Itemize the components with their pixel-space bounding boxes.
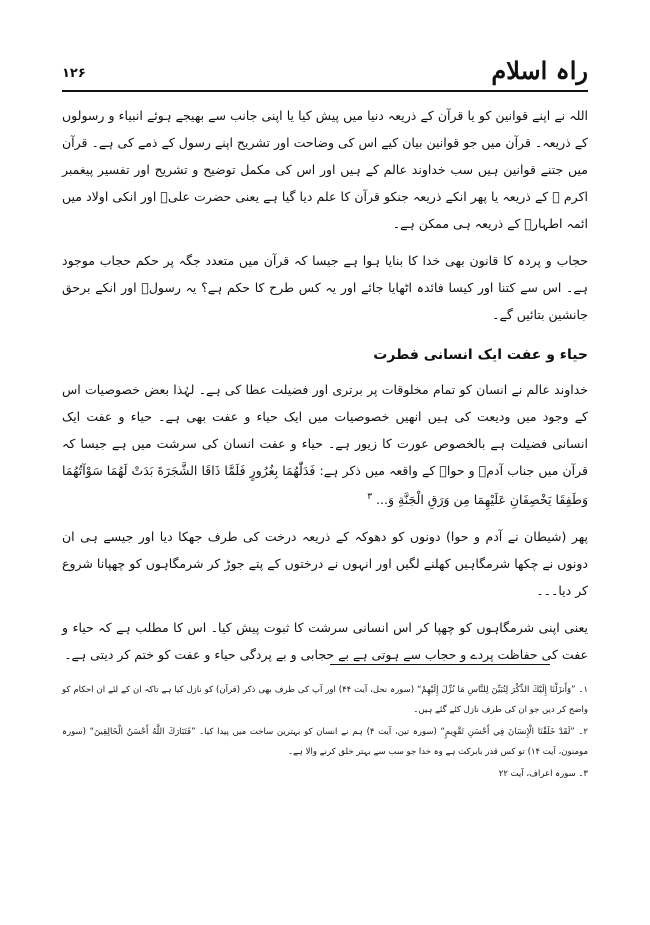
main-text	[62, 102, 588, 678]
paragraph-3-text: خداوند عالم نے انسان کو تمام مخلوقات پر برتری اور فضیلت عطا کی ہے۔ لہٰذا بعض خصوصیات اس کے وجود میں ودیعت کی ہیں انھیں خصوصیات میں ایک حیاء و عفت بھی ہے۔ حیاء و عفت ایک انسانی فضیلت ہے بالخصوص عورت کا زیور ہے۔ حیاء و عفت انسان کی سرشت میں ہے جیسا کہ قرآن میں جناب آدمؑ و حواؑ کے واقعہ میں ذکر ہے: فَدَلّٰهُمَا بِغُرُورٍ فَلَمَّا ذَاقَا الشَّجَرَةَ بَدَتْ لَهُمَا سَوْآتُهُمَا وَطَفِقَا يَخْصِفَانِ عَلَيْهِمَا مِن وَرَقِ الْجَنَّةِ وَ...	[62, 382, 588, 508]
book-title: راہ اسلام	[491, 56, 588, 85]
paragraph-2: حجاب و پردہ کا قانون بھی خدا کا بنایا ہوا ہے جیسا کہ قرآن میں متعدد جگہ پر حکم حجاب موجود ہے۔ اس سے کتنا اور کیسا فائدہ اٹھایا جائے اور یہ کس طرح کا حکم ہے؟ یہ رسولؐ اور انکے برحق جانشین بتائیں گے۔	[62, 253, 588, 322]
footnote-divider	[330, 664, 550, 665]
paragraph-5: یعنی اپنی شرمگاہوں کو چھپا کر اس انسانی سرشت کا ثبوت پیش کیا۔ اس کا مطلب ہے کہ حیاء و عفت کی حفاظت پردے و حجاب سے ہوتی ہے بے حجابی و بے پردگی حیاء و عفت کو ختم کر دیتی ہے۔	[62, 620, 588, 663]
paragraph-4: پھر (شیطان نے آدم و حوا) دونوں کو دھوکہ کے ذریعہ درخت کی طرف جھکا دیا اور جیسے ہی ان دونوں نے چکھا شرمگاہیں کھلنے لگیں اور انہوں نے درختوں کے پتے جوڑ کر شرمگاہوں کو چھپانا شروع کر دیا۔۔۔	[62, 529, 588, 599]
paragraph-3	[62, 376, 588, 513]
paragraph-1: اللہ نے اپنے قوانین کو یا قرآن کے ذریعہ دنیا میں پیش کیا یا اپنی جانب سے بھیجے ہوئے انبیاء و رسولوں کے ذریعہ۔ قرآن میں جو قوانین بیان کیے اس کی وضاحت اور تشریح اپنے رسول کے ذمے کی ہے۔ قرآن میں جتنے قوانین ہیں سب خداوند عالم کے ہیں اور اس کی مکمل توضیح و تشریح اور تفسیر پیغمبر اکرم ﷺ کے ذریعہ یا پھر انکے ذریعہ جنکو قرآن کا علم دیا گیا ہے یعنی حضرت علیؑ اور انکی اولاد میں ائمہ اطہارؑ کے ذریعہ ہی ممکن ہے۔	[62, 108, 588, 231]
footnote-3: ۳۔ سورہ اعراف، آیت ۲۲	[498, 769, 588, 779]
page-number: ۱۲۶	[62, 66, 86, 81]
footnote-ref-3[interactable]: ۳	[367, 492, 373, 502]
section-heading: حیاء و عفت ایک انسانی فطرت	[373, 347, 588, 363]
footnotes	[62, 680, 588, 786]
header-rule	[62, 90, 588, 92]
page-header	[62, 52, 588, 92]
footnote-2: ۲۔ ”لَقَدْ خَلَقْنَا الْإِنسَانَ فِي أَحْسَنِ تَقْوِيمٍ“ (سورہ تین، آیت ۴) ہم نے انسان کو بہترین ساخت میں پیدا کیا۔ ”فَتَبَارَكَ اللَّهُ أَحْسَنُ الْخَالِقِينَ“ (سورہ مومنون، آیت ۱۴) تو کس قدر بابرکت ہے وہ خدا جو سب سے بہتر خلق کرنے والا ہے۔	[62, 727, 588, 757]
footnote-1: ۱۔ ”وَأَنزَلْنَا إِلَيْكَ الذِّكْرَ لِتُبَيِّنَ لِلنَّاسِ مَا نُزِّلَ إِلَيْهِمْ“ (سورہ نحل، آیت ۴۴) اور آپ کی طرف بھی ذکر (قرآن) کو نازل کیا ہے تاکہ ان کے لئے ان احکام کو واضح کر دیں جو ان کی طرف نازل کئے گئے ہیں۔	[62, 685, 589, 715]
